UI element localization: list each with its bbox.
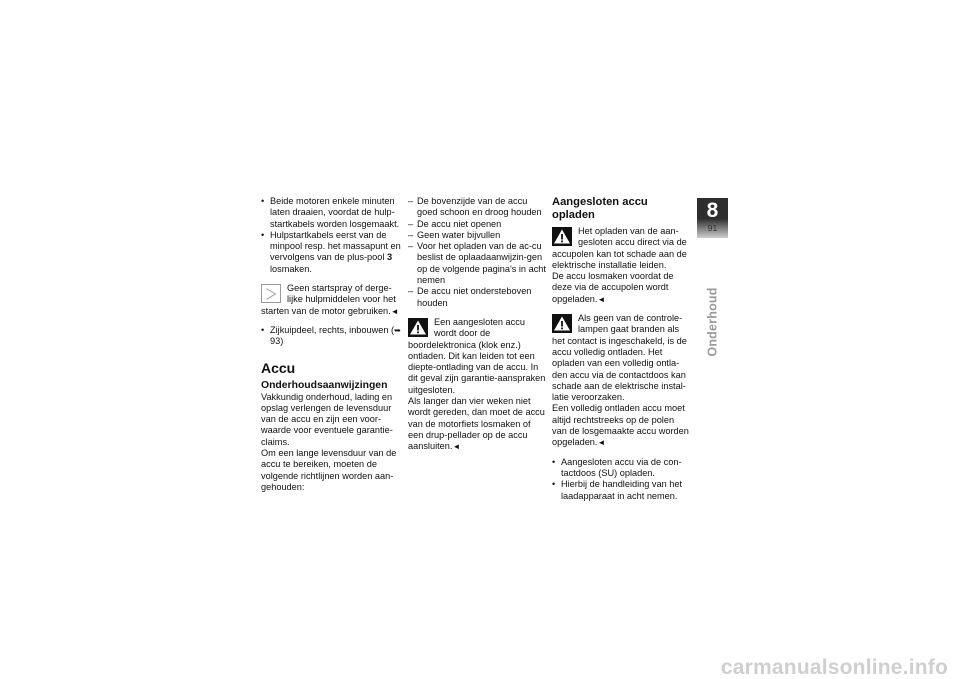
warning-note bbox=[552, 226, 690, 305]
warning-triangle-icon bbox=[552, 227, 572, 246]
warning-icon bbox=[552, 227, 572, 246]
warning-note bbox=[408, 317, 548, 453]
list-item: • Aangesloten accu via de con-tactdoos (SU) opladen. bbox=[552, 457, 690, 480]
list-item: • Hulpstartkabels eerst van de minpool resp. het massapunt en vervolgens van de plus-pool 3 losmaken. bbox=[261, 230, 401, 275]
bullet-list-start-cables bbox=[261, 196, 401, 275]
end-mark-icon: ◄ bbox=[390, 306, 399, 316]
dash-list-battery-care bbox=[408, 196, 548, 309]
list-item: • Beide motoren enkele minuten laten draaien, voordat de hulp-startkabels worden losgemaakt. bbox=[261, 196, 401, 230]
list-item: – De accu niet openen bbox=[408, 219, 548, 230]
end-mark-icon: ◄ bbox=[452, 442, 461, 452]
section-title: Accu bbox=[261, 359, 296, 376]
hint-text: Geen startspray of derge-lijke hulpmiddelen voor het starten van de motor gebruiken. bbox=[261, 283, 396, 316]
list-item: – De accu niet ondersteboven houden bbox=[408, 286, 548, 309]
hint-arrow-icon bbox=[261, 284, 281, 303]
column-3 bbox=[552, 196, 690, 502]
warning-paragraph: Een volledig ontladen accu moet altijd rechtstreeks op de polen van de losgemaakte accu worden opgeladen. bbox=[552, 403, 689, 448]
warning-text: Als geen van de controle-lampen gaat branden als het contact is ingeschakeld, is de accu volledig ontladen. Het opladen van een volledig ontla-den accu via de contactdoos kan schade aan de elektrische instal-latie veroorzaken. bbox=[552, 313, 687, 403]
watermark: carmanualsonline.info bbox=[720, 655, 948, 679]
page-number: 91 bbox=[707, 223, 718, 233]
paragraph: Om een lange levensduur van de accu te bereiken, moeten de volgende richtlijnen worden aan-gehouden: bbox=[261, 448, 397, 492]
chapter-title: Onderhoud bbox=[704, 287, 719, 357]
warning-icon bbox=[552, 314, 572, 333]
bullet-list-fairing bbox=[261, 325, 401, 348]
list-item: – Voor het opladen van de ac-cu beslist de oplaadaanwijzin-gen op de volgende pagina's in acht nemen bbox=[408, 241, 548, 286]
subsection-title: Onderhoudsaanwijzingen bbox=[261, 379, 388, 391]
warning-triangle-icon bbox=[408, 318, 428, 337]
bullet-list-charging bbox=[552, 457, 690, 502]
hint-icon bbox=[261, 284, 281, 303]
warning-paragraph: Als langer dan vier weken niet wordt gereden, dan moet de accu van de motorfiets losmaken of een drup-pellader op de accu aansluiten. bbox=[408, 396, 545, 452]
chapter-tab bbox=[697, 198, 728, 238]
paragraph: Vakkundig onderhoud, lading en opslag verlengen de levensduur van de accu en zijn een voor-waarde voor eventuele garantie-claims. bbox=[261, 391, 393, 447]
page-reference-arrow-icon: ➥ bbox=[394, 325, 401, 335]
reference-number: 3 bbox=[386, 252, 393, 263]
chapter-number: 8 bbox=[706, 199, 719, 222]
warning-triangle-icon bbox=[552, 314, 572, 333]
end-mark-icon: ◄ bbox=[597, 438, 606, 448]
hint-note bbox=[261, 283, 401, 317]
warning-note bbox=[552, 313, 690, 449]
column-2 bbox=[408, 196, 548, 461]
chapter-title-vertical bbox=[697, 287, 728, 357]
column-1 bbox=[261, 196, 401, 493]
warning-paragraph: De accu losmaken voordat de deze via de accupolen wordt opgeladen. bbox=[552, 271, 674, 304]
list-item: • Zijkuipdeel, rechts, inbouwen (➥ 93) bbox=[261, 325, 401, 348]
end-mark-icon: ◄ bbox=[597, 294, 606, 304]
list-item: – De bovenzijde van de accu goed schoon en droog houden bbox=[408, 196, 548, 219]
section-title-charging: Aangesloten accu opladen bbox=[552, 196, 648, 221]
warning-icon bbox=[408, 318, 428, 337]
list-item: • Hierbij de handleiding van het laadapparaat in acht nemen. bbox=[552, 479, 690, 502]
list-item: – Geen water bijvullen bbox=[408, 230, 548, 241]
warning-text: Het opladen van de aan-gesloten accu direct via de accupolen kan tot schade aan de elektrische installatie leiden. bbox=[552, 226, 687, 270]
warning-text: Een aangesloten accu wordt door de boordelektronica (klok enz.) ontladen. Dit kan leiden tot een diepte-ontlading van de accu. In dit geval zijn garantie-aanspraken uitgesloten. bbox=[408, 316, 546, 395]
